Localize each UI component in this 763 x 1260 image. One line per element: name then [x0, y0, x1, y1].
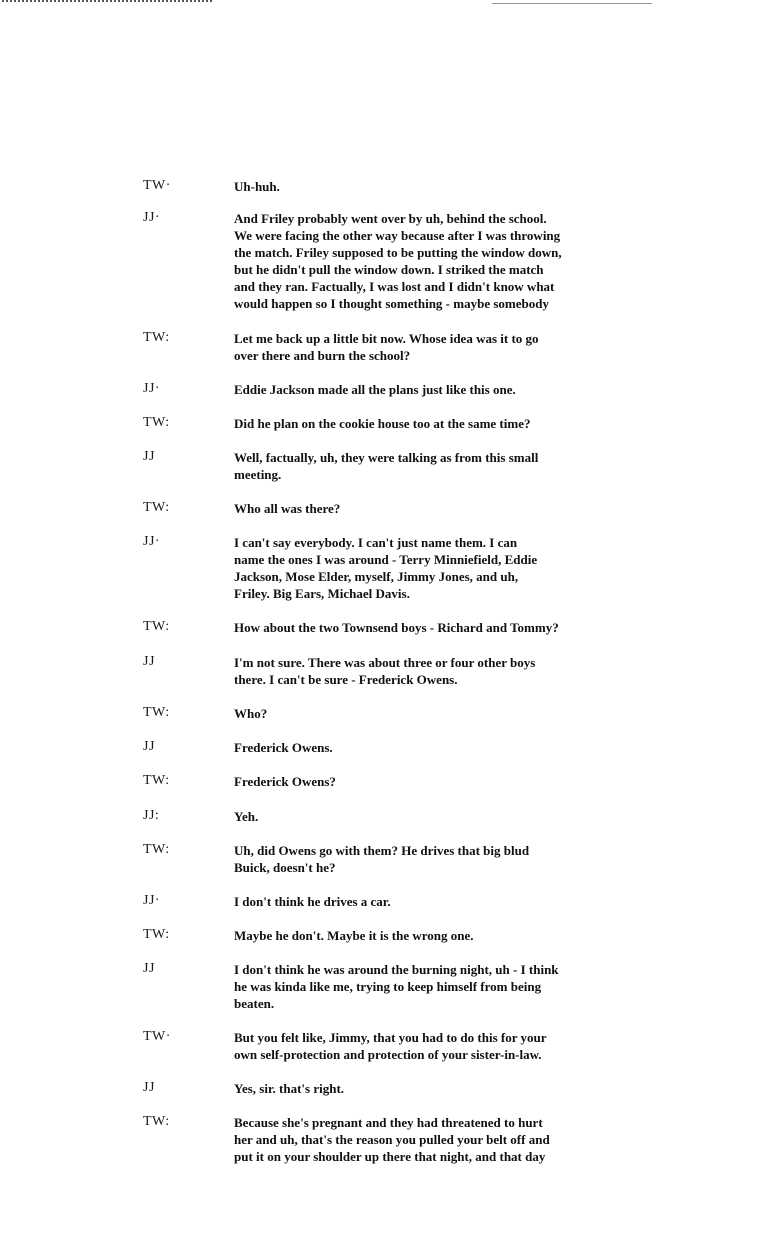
speech-text: Did he plan on the cookie house too at the same time? — [234, 416, 531, 431]
speech-text: Maybe he don't. Maybe it is the wrong one. — [234, 928, 474, 943]
speaker-label: TW: — [143, 927, 170, 942]
speech-text: But you felt like, Jimmy, that you had to do this for your own self-protection and protection of your sister-in-law. — [234, 1030, 547, 1062]
speech-text: Because she's pregnant and they had threatened to hurt her and uh, that's the reason you pulled your belt off and put it on your shoulder up there that night, and that day — [234, 1115, 550, 1164]
speaker-label: JJ — [143, 1080, 155, 1095]
speech-text: I don't think he drives a car. — [234, 894, 391, 909]
speech-text: I can't say everybody. I can't just name them. I can name the ones I was around - Terry Minniefield, Eddie Jackson, Mose Elder, myself, Jimmy Jones, and uh, Friley. Big Ears, Michael Davis. — [234, 535, 538, 601]
speaker-label: TW· — [143, 1029, 171, 1044]
speech-text: Uh-huh. — [234, 179, 280, 194]
speaker-label: JJ· — [143, 534, 161, 549]
speaker-label: JJ· — [143, 893, 161, 908]
speaker-label: JJ — [143, 739, 155, 754]
speaker-label: TW: — [143, 619, 170, 634]
speech-text: Frederick Owens. — [234, 740, 333, 755]
speech-text: Yeh. — [234, 809, 259, 824]
speech-text: How about the two Townsend boys - Richard and Tommy? — [234, 620, 559, 635]
speaker-label: TW· — [143, 178, 171, 193]
speech-text: Eddie Jackson made all the plans just like this one. — [234, 382, 516, 397]
speaker-label: TW: — [143, 842, 170, 857]
speaker-label: JJ — [143, 961, 155, 976]
speaker-label: TW: — [143, 705, 170, 720]
speech-text: Frederick Owens? — [234, 774, 336, 789]
top-edge-rule-mark — [492, 3, 652, 4]
speaker-label: JJ· — [143, 381, 161, 396]
speech-text: Well, factually, uh, they were talking as from this small meeting. — [234, 450, 539, 482]
speech-text: Who all was there? — [234, 501, 341, 516]
speech-text: And Friley probably went over by uh, behind the school. We were facing the other way because after I was throwing the match. Friley supposed to be putting the window down, but he didn't pull the window down. I striked the match and they ran. Factually, I was lost and I didn't know what would happen so I thought something - maybe somebody — [234, 211, 562, 311]
speaker-label: JJ: — [143, 808, 160, 823]
speech-text: Who? — [234, 706, 268, 721]
speaker-label: TW: — [143, 500, 170, 515]
speech-text: I'm not sure. There was about three or four other boys there. I can't be sure - Frederick Owens. — [234, 655, 536, 687]
speech-text: Uh, did Owens go with them? He drives that big blud Buick, doesn't he? — [234, 843, 530, 875]
speaker-label: TW: — [143, 330, 170, 345]
speaker-label: JJ· — [143, 210, 161, 225]
speech-text: I don't think he was around the burning night, uh - I think he was kinda like me, trying to keep himself from being beaten. — [234, 962, 559, 1011]
speaker-label: JJ — [143, 654, 155, 669]
speaker-label: TW: — [143, 415, 170, 430]
speech-text: Let me back up a little bit now. Whose idea was it to go over there and burn the school? — [234, 331, 539, 363]
speaker-label: JJ — [143, 449, 155, 464]
speaker-label: TW: — [143, 773, 170, 788]
top-edge-dotted-mark — [2, 0, 212, 2]
speaker-label: TW: — [143, 1114, 170, 1129]
speech-text: Yes, sir. that's right. — [234, 1081, 345, 1096]
